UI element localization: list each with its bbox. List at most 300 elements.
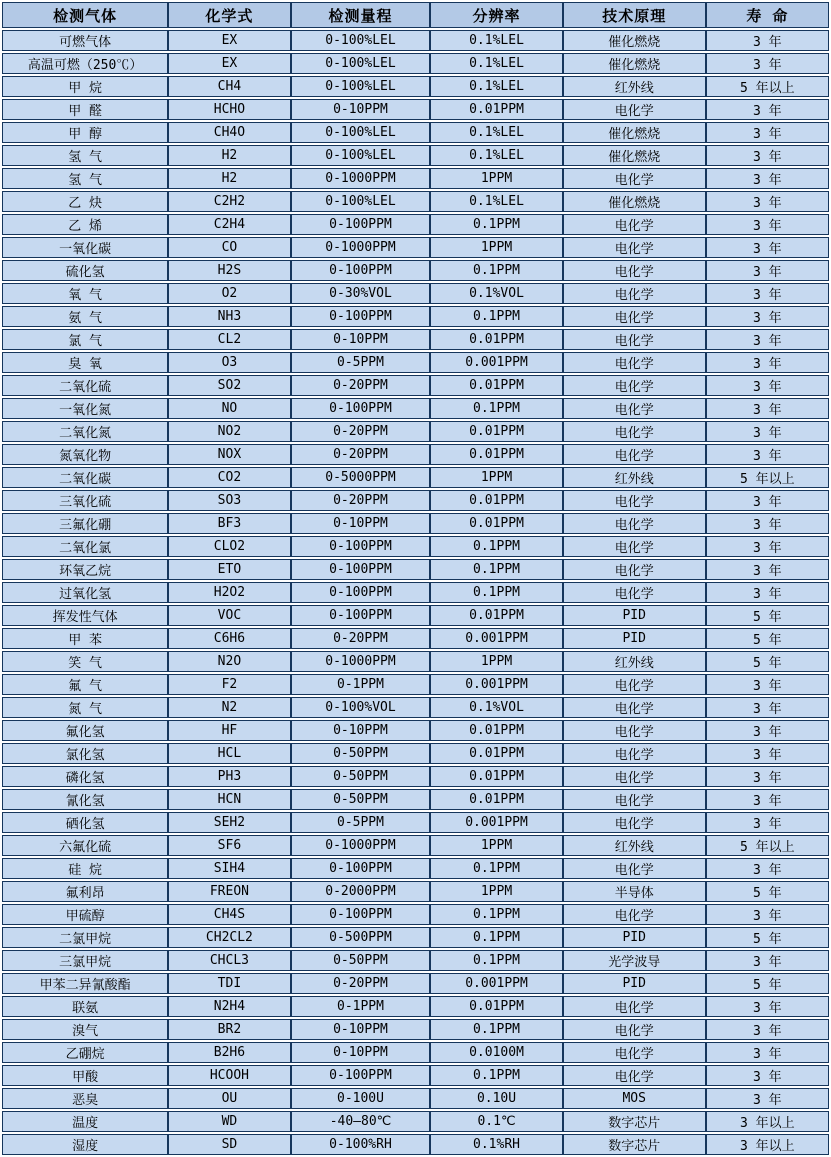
cell-gas-name: 三氧化硫: [2, 490, 168, 511]
cell-chemical-formula: NH3: [168, 306, 290, 327]
cell-gas-name: 磷化氢: [2, 766, 168, 787]
cell-gas-name: 氧 气: [2, 283, 168, 304]
table-row: [2, 927, 829, 948]
cell-detection-range: 0-100PPM: [291, 858, 431, 879]
cell-resolution: 0.01PPM: [430, 444, 562, 465]
table-row: [2, 168, 829, 189]
cell-detection-range: 0-10PPM: [291, 720, 431, 741]
cell-resolution: 0.1PPM: [430, 398, 562, 419]
cell-technology: 电化学: [563, 996, 706, 1017]
cell-lifespan: 3 年: [706, 214, 829, 235]
cell-detection-range: 0-50PPM: [291, 950, 431, 971]
cell-detection-range: 0-10PPM: [291, 513, 431, 534]
cell-lifespan: 3 年: [706, 237, 829, 258]
cell-resolution: 0.1%LEL: [430, 53, 562, 74]
cell-lifespan: 5 年以上: [706, 835, 829, 856]
cell-lifespan: 3 年: [706, 1019, 829, 1040]
cell-detection-range: 0-2000PPM: [291, 881, 431, 902]
cell-resolution: 0.1%LEL: [430, 30, 562, 51]
cell-resolution: 0.1%LEL: [430, 76, 562, 97]
table-row: [2, 214, 829, 235]
cell-detection-range: 0-100PPM: [291, 260, 431, 281]
cell-technology: 红外线: [563, 467, 706, 488]
cell-resolution: 1PPM: [430, 881, 562, 902]
cell-detection-range: 0-10PPM: [291, 1042, 431, 1063]
cell-chemical-formula: B2H6: [168, 1042, 290, 1063]
cell-resolution: 0.001PPM: [430, 973, 562, 994]
cell-gas-name: 氢 气: [2, 168, 168, 189]
cell-resolution: 0.01PPM: [430, 996, 562, 1017]
header-cell-chemical-formula: 化学式: [168, 2, 290, 28]
cell-lifespan: 3 年: [706, 145, 829, 166]
cell-chemical-formula: H2S: [168, 260, 290, 281]
cell-technology: 电化学: [563, 1019, 706, 1040]
cell-detection-range: 0-100PPM: [291, 582, 431, 603]
table-row: [2, 536, 829, 557]
cell-resolution: 0.1PPM: [430, 904, 562, 925]
cell-gas-name: 温度: [2, 1111, 168, 1132]
cell-detection-range: 0-5000PPM: [291, 467, 431, 488]
cell-technology: PID: [563, 973, 706, 994]
cell-chemical-formula: C6H6: [168, 628, 290, 649]
table-row: [2, 260, 829, 281]
cell-lifespan: 3 年: [706, 858, 829, 879]
table-row: [2, 30, 829, 51]
cell-detection-range: 0-50PPM: [291, 766, 431, 787]
cell-resolution: 0.0100M: [430, 1042, 562, 1063]
cell-detection-range: 0-1PPM: [291, 674, 431, 695]
table-row: [2, 237, 829, 258]
cell-detection-range: 0-100%LEL: [291, 53, 431, 74]
header-cell-resolution: 分辨率: [430, 2, 562, 28]
cell-gas-name: 六氟化硫: [2, 835, 168, 856]
cell-technology: 催化燃烧: [563, 30, 706, 51]
cell-lifespan: 3 年: [706, 674, 829, 695]
cell-gas-name: 三氟化硼: [2, 513, 168, 534]
cell-lifespan: 3 年: [706, 812, 829, 833]
cell-lifespan: 5 年: [706, 628, 829, 649]
cell-lifespan: 3 年: [706, 99, 829, 120]
cell-technology: 红外线: [563, 651, 706, 672]
table-row: [2, 582, 829, 603]
cell-chemical-formula: SIH4: [168, 858, 290, 879]
cell-technology: 催化燃烧: [563, 191, 706, 212]
cell-technology: 电化学: [563, 329, 706, 350]
cell-chemical-formula: CH4: [168, 76, 290, 97]
table-row: [2, 651, 829, 672]
cell-gas-name: 氨 气: [2, 306, 168, 327]
cell-lifespan: 3 年: [706, 30, 829, 51]
cell-technology: 电化学: [563, 858, 706, 879]
cell-resolution: 1PPM: [430, 467, 562, 488]
table-row: [2, 1134, 829, 1155]
cell-detection-range: 0-5PPM: [291, 812, 431, 833]
cell-resolution: 0.01PPM: [430, 329, 562, 350]
cell-gas-name: 氯 气: [2, 329, 168, 350]
cell-chemical-formula: NO: [168, 398, 290, 419]
cell-detection-range: 0-100%LEL: [291, 76, 431, 97]
cell-gas-name: 二氧化碳: [2, 467, 168, 488]
cell-gas-name: 硒化氢: [2, 812, 168, 833]
cell-gas-name: 硅 烷: [2, 858, 168, 879]
cell-resolution: 0.1PPM: [430, 214, 562, 235]
cell-resolution: 1PPM: [430, 835, 562, 856]
cell-chemical-formula: SO3: [168, 490, 290, 511]
cell-technology: 电化学: [563, 766, 706, 787]
cell-chemical-formula: HCOOH: [168, 1065, 290, 1086]
cell-chemical-formula: CO: [168, 237, 290, 258]
cell-gas-name: 过氧化氢: [2, 582, 168, 603]
cell-chemical-formula: F2: [168, 674, 290, 695]
cell-resolution: 0.1PPM: [430, 950, 562, 971]
table-row: [2, 145, 829, 166]
cell-chemical-formula: PH3: [168, 766, 290, 787]
cell-detection-range: 0-100U: [291, 1088, 431, 1109]
cell-detection-range: 0-1000PPM: [291, 237, 431, 258]
cell-chemical-formula: BF3: [168, 513, 290, 534]
cell-gas-name: 甲硫醇: [2, 904, 168, 925]
cell-chemical-formula: NO2: [168, 421, 290, 442]
cell-lifespan: 3 年: [706, 950, 829, 971]
cell-resolution: 0.1%VOL: [430, 697, 562, 718]
cell-detection-range: 0-500PPM: [291, 927, 431, 948]
table-row: [2, 605, 829, 626]
cell-technology: 电化学: [563, 1042, 706, 1063]
cell-technology: 红外线: [563, 76, 706, 97]
cell-gas-name: 可燃气体: [2, 30, 168, 51]
table-row: [2, 835, 829, 856]
cell-resolution: 1PPM: [430, 168, 562, 189]
cell-resolution: 0.01PPM: [430, 99, 562, 120]
cell-detection-range: 0-10PPM: [291, 329, 431, 350]
cell-technology: PID: [563, 927, 706, 948]
cell-resolution: 0.1PPM: [430, 582, 562, 603]
cell-resolution: 0.01PPM: [430, 421, 562, 442]
cell-gas-name: 氟 气: [2, 674, 168, 695]
cell-gas-name: 联氨: [2, 996, 168, 1017]
cell-detection-range: 0-1000PPM: [291, 835, 431, 856]
cell-technology: 红外线: [563, 835, 706, 856]
cell-resolution: 0.01PPM: [430, 743, 562, 764]
cell-chemical-formula: HF: [168, 720, 290, 741]
cell-chemical-formula: SD: [168, 1134, 290, 1155]
cell-lifespan: 3 年: [706, 283, 829, 304]
cell-chemical-formula: SO2: [168, 375, 290, 396]
table-row: [2, 858, 829, 879]
cell-lifespan: 5 年: [706, 973, 829, 994]
cell-resolution: 0.001PPM: [430, 628, 562, 649]
cell-detection-range: 0-100PPM: [291, 306, 431, 327]
cell-detection-range: 0-20PPM: [291, 490, 431, 511]
cell-gas-name: 氮 气: [2, 697, 168, 718]
cell-resolution: 0.1PPM: [430, 260, 562, 281]
table-row: [2, 1088, 829, 1109]
header-cell-gas-name: 检测气体: [2, 2, 168, 28]
table-row: [2, 1111, 829, 1132]
cell-lifespan: 3 年: [706, 168, 829, 189]
cell-technology: 电化学: [563, 904, 706, 925]
cell-resolution: 0.1℃: [430, 1111, 562, 1132]
cell-detection-range: 0-20PPM: [291, 444, 431, 465]
cell-technology: 电化学: [563, 536, 706, 557]
cell-technology: 电化学: [563, 99, 706, 120]
table-row: [2, 122, 829, 143]
cell-gas-name: 氮氧化物: [2, 444, 168, 465]
cell-lifespan: 3 年: [706, 490, 829, 511]
cell-gas-name: 溴气: [2, 1019, 168, 1040]
cell-chemical-formula: VOC: [168, 605, 290, 626]
cell-technology: 催化燃烧: [563, 122, 706, 143]
table-row: [2, 720, 829, 741]
cell-chemical-formula: O3: [168, 352, 290, 373]
cell-gas-name: 乙 炔: [2, 191, 168, 212]
cell-gas-name: 甲 苯: [2, 628, 168, 649]
cell-detection-range: 0-100PPM: [291, 214, 431, 235]
cell-technology: 电化学: [563, 260, 706, 281]
cell-chemical-formula: CH4S: [168, 904, 290, 925]
cell-technology: 电化学: [563, 582, 706, 603]
cell-technology: 催化燃烧: [563, 145, 706, 166]
cell-gas-name: 硫化氢: [2, 260, 168, 281]
cell-technology: PID: [563, 605, 706, 626]
cell-chemical-formula: BR2: [168, 1019, 290, 1040]
cell-lifespan: 3 年: [706, 375, 829, 396]
cell-resolution: 0.001PPM: [430, 674, 562, 695]
cell-lifespan: 3 年: [706, 766, 829, 787]
cell-lifespan: 5 年: [706, 881, 829, 902]
cell-technology: 电化学: [563, 283, 706, 304]
cell-technology: 电化学: [563, 421, 706, 442]
cell-chemical-formula: CO2: [168, 467, 290, 488]
cell-chemical-formula: HCHO: [168, 99, 290, 120]
table-row: [2, 697, 829, 718]
header-cell-lifespan: 寿 命: [706, 2, 829, 28]
cell-detection-range: 0-20PPM: [291, 628, 431, 649]
cell-lifespan: 3 年: [706, 582, 829, 603]
cell-technology: 电化学: [563, 789, 706, 810]
cell-gas-name: 二氧化氯: [2, 536, 168, 557]
cell-detection-range: 0-100PPM: [291, 605, 431, 626]
cell-gas-name: 三氯甲烷: [2, 950, 168, 971]
cell-lifespan: 3 年: [706, 191, 829, 212]
cell-gas-name: 甲 醛: [2, 99, 168, 120]
table-row: [2, 559, 829, 580]
cell-detection-range: 0-1PPM: [291, 996, 431, 1017]
cell-detection-range: 0-100%LEL: [291, 191, 431, 212]
cell-lifespan: 3 年: [706, 329, 829, 350]
table-row: [2, 306, 829, 327]
cell-resolution: 0.1%RH: [430, 1134, 562, 1155]
table-row: [2, 283, 829, 304]
cell-gas-name: 甲 烷: [2, 76, 168, 97]
cell-resolution: 0.1PPM: [430, 858, 562, 879]
table-row: [2, 1019, 829, 1040]
cell-chemical-formula: H2: [168, 145, 290, 166]
cell-gas-name: 氟化氢: [2, 720, 168, 741]
cell-resolution: 0.01PPM: [430, 513, 562, 534]
cell-chemical-formula: CL2: [168, 329, 290, 350]
cell-gas-name: 恶臭: [2, 1088, 168, 1109]
cell-lifespan: 3 年: [706, 398, 829, 419]
cell-lifespan: 3 年: [706, 789, 829, 810]
cell-chemical-formula: SEH2: [168, 812, 290, 833]
cell-gas-name: 氯化氢: [2, 743, 168, 764]
table-row: [2, 789, 829, 810]
cell-chemical-formula: C2H2: [168, 191, 290, 212]
cell-detection-range: 0-100%VOL: [291, 697, 431, 718]
cell-lifespan: 3 年: [706, 536, 829, 557]
cell-lifespan: 3 年: [706, 421, 829, 442]
table-row: [2, 398, 829, 419]
cell-resolution: 0.001PPM: [430, 812, 562, 833]
table-row: [2, 421, 829, 442]
table-row: [2, 1065, 829, 1086]
table-row: [2, 904, 829, 925]
cell-gas-name: 一氧化碳: [2, 237, 168, 258]
cell-lifespan: 5 年: [706, 651, 829, 672]
cell-detection-range: 0-1000PPM: [291, 168, 431, 189]
cell-technology: 电化学: [563, 559, 706, 580]
cell-chemical-formula: C2H4: [168, 214, 290, 235]
cell-technology: 电化学: [563, 720, 706, 741]
cell-technology: 电化学: [563, 812, 706, 833]
cell-resolution: 0.1%LEL: [430, 122, 562, 143]
cell-detection-range: 0-100PPM: [291, 904, 431, 925]
cell-detection-range: 0-50PPM: [291, 789, 431, 810]
table-row: [2, 99, 829, 120]
cell-resolution: 0.1%VOL: [430, 283, 562, 304]
cell-chemical-formula: N2O: [168, 651, 290, 672]
cell-chemical-formula: H2O2: [168, 582, 290, 603]
cell-technology: MOS: [563, 1088, 706, 1109]
cell-chemical-formula: WD: [168, 1111, 290, 1132]
header-row: [2, 2, 829, 28]
table-row: [2, 191, 829, 212]
table-row: [2, 628, 829, 649]
cell-technology: 电化学: [563, 743, 706, 764]
table-row: [2, 352, 829, 373]
cell-gas-name: 二氧化氮: [2, 421, 168, 442]
cell-lifespan: 5 年: [706, 927, 829, 948]
cell-chemical-formula: ETO: [168, 559, 290, 580]
cell-detection-range: 0-100%LEL: [291, 145, 431, 166]
cell-detection-range: 0-100PPM: [291, 1065, 431, 1086]
cell-detection-range: 0-10PPM: [291, 99, 431, 120]
cell-technology: 光学波导: [563, 950, 706, 971]
cell-lifespan: 3 年: [706, 260, 829, 281]
cell-gas-name: 一氧化氮: [2, 398, 168, 419]
cell-resolution: 0.1PPM: [430, 927, 562, 948]
table-row: [2, 973, 829, 994]
cell-chemical-formula: H2: [168, 168, 290, 189]
cell-gas-name: 挥发性气体: [2, 605, 168, 626]
table-row: [2, 1042, 829, 1063]
cell-lifespan: 3 年: [706, 444, 829, 465]
cell-gas-name: 高温可燃（250℃）: [2, 53, 168, 74]
cell-resolution: 0.1PPM: [430, 536, 562, 557]
cell-gas-name: 湿度: [2, 1134, 168, 1155]
cell-technology: PID: [563, 628, 706, 649]
cell-gas-name: 乙 烯: [2, 214, 168, 235]
cell-technology: 电化学: [563, 168, 706, 189]
cell-chemical-formula: SF6: [168, 835, 290, 856]
cell-lifespan: 3 年: [706, 352, 829, 373]
table-row: [2, 53, 829, 74]
cell-resolution: 0.001PPM: [430, 352, 562, 373]
table-row: [2, 812, 829, 833]
table-body: [2, 30, 829, 1155]
cell-resolution: 0.1%LEL: [430, 145, 562, 166]
cell-chemical-formula: TDI: [168, 973, 290, 994]
cell-resolution: 0.01PPM: [430, 605, 562, 626]
cell-technology: 电化学: [563, 697, 706, 718]
cell-lifespan: 3 年: [706, 122, 829, 143]
cell-detection-range: 0-100PPM: [291, 536, 431, 557]
cell-chemical-formula: HCN: [168, 789, 290, 810]
cell-gas-name: 二氧化硫: [2, 375, 168, 396]
header-cell-detection-range: 检测量程: [291, 2, 431, 28]
cell-resolution: 0.1PPM: [430, 1019, 562, 1040]
cell-resolution: 0.01PPM: [430, 789, 562, 810]
cell-lifespan: 3 年: [706, 306, 829, 327]
cell-resolution: 0.01PPM: [430, 766, 562, 787]
cell-chemical-formula: CHCL3: [168, 950, 290, 971]
table-row: [2, 743, 829, 764]
cell-detection-range: 0-20PPM: [291, 375, 431, 396]
cell-lifespan: 5 年以上: [706, 467, 829, 488]
cell-gas-name: 笑 气: [2, 651, 168, 672]
header-cell-technology: 技术原理: [563, 2, 706, 28]
cell-lifespan: 3 年: [706, 53, 829, 74]
table-row: [2, 467, 829, 488]
cell-resolution: 1PPM: [430, 651, 562, 672]
cell-technology: 数字芯片: [563, 1134, 706, 1155]
table-row: [2, 996, 829, 1017]
cell-chemical-formula: N2: [168, 697, 290, 718]
cell-resolution: 0.01PPM: [430, 720, 562, 741]
cell-resolution: 1PPM: [430, 237, 562, 258]
cell-detection-range: 0-20PPM: [291, 973, 431, 994]
gas-sensor-table: [2, 0, 829, 1157]
table-row: [2, 490, 829, 511]
cell-detection-range: 0-50PPM: [291, 743, 431, 764]
cell-chemical-formula: N2H4: [168, 996, 290, 1017]
cell-detection-range: 0-100%LEL: [291, 122, 431, 143]
cell-lifespan: 3 年: [706, 1065, 829, 1086]
cell-gas-name: 甲酸: [2, 1065, 168, 1086]
cell-lifespan: 3 年: [706, 1042, 829, 1063]
cell-detection-range: 0-1000PPM: [291, 651, 431, 672]
cell-resolution: 0.1PPM: [430, 1065, 562, 1086]
cell-lifespan: 3 年: [706, 1088, 829, 1109]
cell-technology: 电化学: [563, 444, 706, 465]
cell-lifespan: 3 年: [706, 904, 829, 925]
cell-lifespan: 5 年: [706, 605, 829, 626]
cell-technology: 电化学: [563, 398, 706, 419]
cell-lifespan: 3 年: [706, 996, 829, 1017]
cell-lifespan: 3 年: [706, 720, 829, 741]
cell-lifespan: 3 年: [706, 743, 829, 764]
cell-gas-name: 氰化氢: [2, 789, 168, 810]
cell-gas-name: 臭 氧: [2, 352, 168, 373]
cell-detection-range: 0-100PPM: [291, 398, 431, 419]
cell-detection-range: 0-20PPM: [291, 421, 431, 442]
cell-technology: 电化学: [563, 1065, 706, 1086]
cell-gas-name: 氢 气: [2, 145, 168, 166]
cell-gas-name: 乙硼烷: [2, 1042, 168, 1063]
cell-gas-name: 氟利昂: [2, 881, 168, 902]
cell-detection-range: 0-100PPM: [291, 559, 431, 580]
